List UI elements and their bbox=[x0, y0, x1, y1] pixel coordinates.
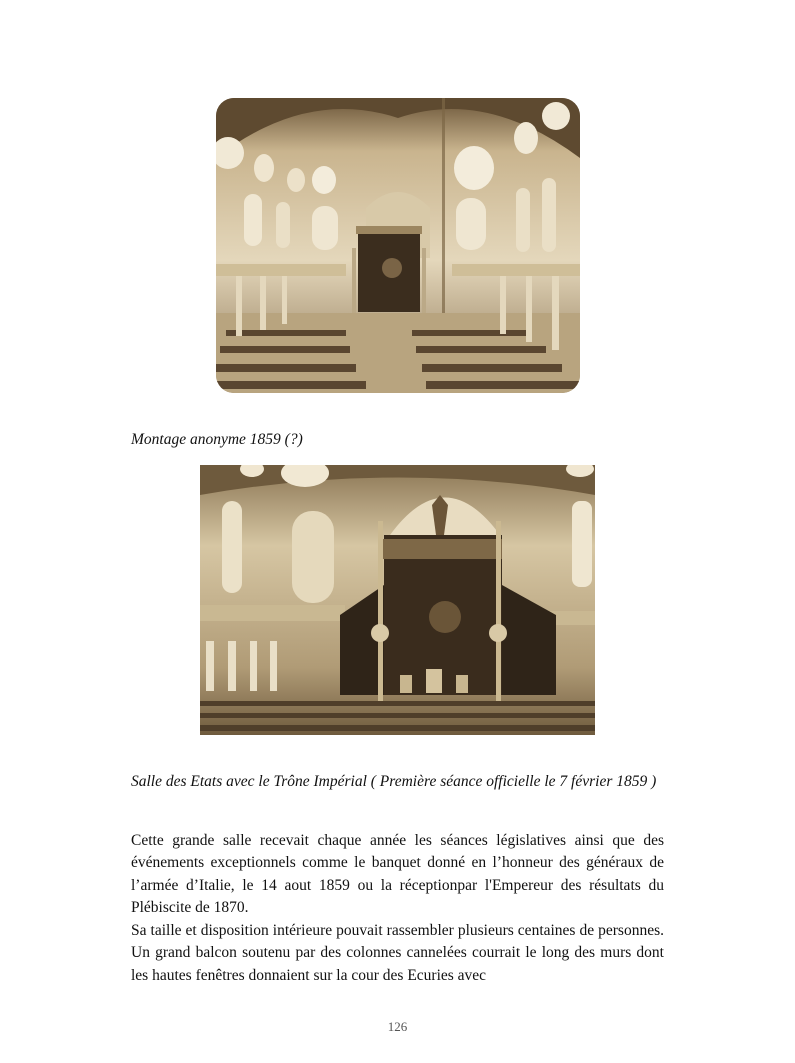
throne-room-illustration bbox=[200, 465, 595, 735]
body-paragraph: Sa taille et disposition intérieure pouvait rassembler plusieurs centaines de personnes. Un grand balcon soutenu par des colonnes cannelées courrait le long des murs dont les hautes fenêtres donnaient sur la cour des Ecuries avec bbox=[131, 922, 664, 984]
body-paragraph: Cette grande salle recevait chaque année les séances législatives ainsi que des événements exceptionnels comme le banquet donné en l’honneur des généraux de l’armée d’Italie, le 14 aout 1859 ou la réceptionpar l'Empereur des résultats du Plébiscite de 1870. bbox=[131, 832, 664, 916]
figure-caption: Montage anonyme 1859 (?) bbox=[131, 431, 303, 448]
figure-caption: Salle des Etats avec le Trône Impérial ( Première séance officielle le 7 février 1859 ) bbox=[131, 773, 657, 790]
page-number: 126 bbox=[387, 1019, 408, 1034]
throne-room-photo bbox=[200, 465, 595, 735]
hall-montage-illustration bbox=[216, 98, 580, 393]
hall-photo-montage bbox=[216, 98, 580, 393]
